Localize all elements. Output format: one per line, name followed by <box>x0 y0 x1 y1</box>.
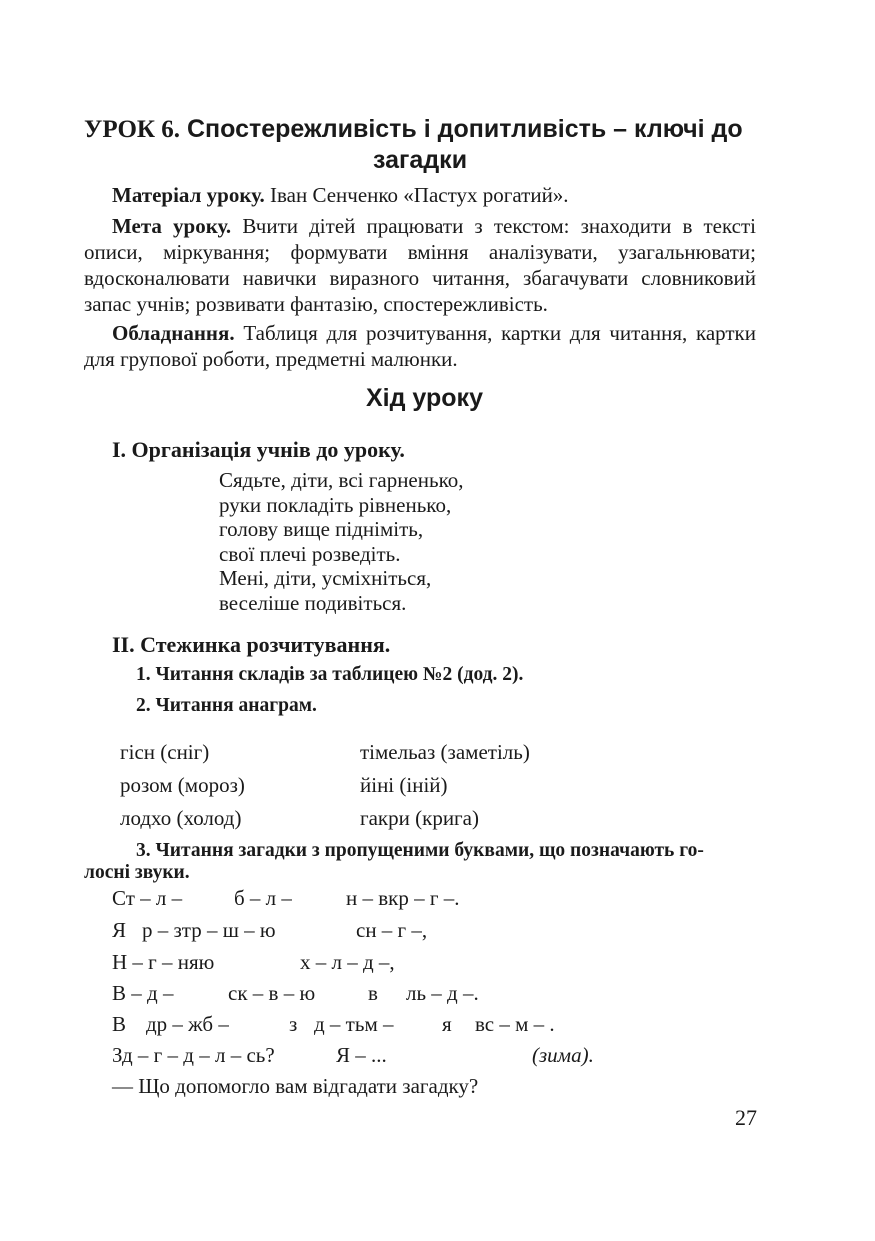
anagram-left: розом (мороз) <box>120 773 245 797</box>
page-number: 27 <box>735 1105 757 1130</box>
poem-line: Сядьте, діти, всі гарненько, <box>219 468 464 492</box>
riddle-word: В – д – <box>112 981 174 1005</box>
material-label: Матеріал уроку. <box>112 183 265 207</box>
anagram-left: лодхо (холод) <box>120 806 242 830</box>
lesson-title-line2: загадки <box>373 146 468 174</box>
poem-line: веселіше подивіться. <box>219 590 407 615</box>
section2-heading: ІІ. Стежинка розчитування. <box>112 632 391 657</box>
closing-question: — Що допомогло вам відгадати загадку? <box>112 1074 479 1098</box>
poem <box>219 468 463 615</box>
lesson-number: УРОК 6. <box>84 116 181 143</box>
riddle-word: Н – г – няю <box>112 950 215 974</box>
riddle-word: я <box>442 1012 452 1036</box>
equipment-text: Таблиця для розчитування, картки для читання, картки для групової роботи, предметні малюнки. <box>84 321 756 371</box>
riddle-word: Зд – г – д – л – сь? <box>112 1043 275 1067</box>
section2-item1: 1. Читання складів за таблицею №2 (дод. 2). <box>136 664 524 685</box>
section2-item3-line1: 3. Читання загадки з пропущеними буквами, що позначають го- <box>136 840 704 861</box>
poem-line: Мені, діти, усміхніться, <box>219 566 432 590</box>
goal-label: Мета уроку. <box>112 214 232 238</box>
goal-text: Вчити дітей працювати з текстом: знаходити в тексті описи, міркування; формувати вміння аналізувати, узагальнювати; вдосконалювати навички виразного читання, збагачувати словниковий запас учнів; розвивати фантазію, спостережливість. <box>84 214 757 316</box>
riddle-word: н – вкр – г –. <box>346 886 460 910</box>
riddle-word: ск – в – ю <box>228 981 316 1005</box>
riddle-word: б – л – <box>234 886 292 910</box>
riddle-word: др – жб – <box>146 1012 229 1036</box>
riddle-answer-text: (зима). <box>532 1043 594 1067</box>
section2-item2: 2. Читання анаграм. <box>136 695 317 716</box>
lesson-title-text: Спостережливість і допитливість – ключі до <box>187 115 743 143</box>
anagram-left: гісн (сніг) <box>120 740 210 764</box>
riddle-word: Ст – л – <box>112 886 183 910</box>
riddle-word: Я <box>112 918 127 942</box>
lesson-title-line1 <box>84 115 743 144</box>
anagram-right: тімельаз (заметіль) <box>360 740 530 764</box>
equipment-paragraph <box>84 320 756 372</box>
goal-paragraph <box>84 213 756 317</box>
anagram-right: гакри (крига) <box>360 806 479 830</box>
riddle-word: ль – д –. <box>406 981 479 1005</box>
riddle-word: Я – ... <box>336 1043 387 1067</box>
section2-item3-line2: лосні звуки. <box>84 862 190 883</box>
equipment-label: Обладнання. <box>112 321 235 345</box>
riddle-word: р – зтр – ш – ю <box>142 918 276 942</box>
anagram-right: йіні (іній) <box>360 773 448 797</box>
poem-line: руки покладіть рівненько, <box>219 492 452 517</box>
riddle-word: х – л – д –, <box>300 950 395 974</box>
section1-heading: І. Організація учнів до уроку. <box>112 437 405 462</box>
riddle-word: д – тьм – <box>314 1012 394 1036</box>
material-text: Іван Сенченко «Пастух рогатий». <box>270 183 569 207</box>
poem-line: свої плечі розведіть. <box>219 541 401 566</box>
riddle-word: сн – г –, <box>356 918 428 942</box>
riddle-answer <box>532 1043 594 1068</box>
riddle-word: з <box>289 1012 298 1036</box>
progress-heading: Хід уроку <box>366 384 483 412</box>
material-paragraph <box>84 182 756 208</box>
riddle-word: вс – м – . <box>475 1012 555 1036</box>
riddle-word: В <box>112 1012 127 1036</box>
poem-line: голову вище підніміть, <box>219 517 424 541</box>
riddle-word: в <box>368 981 378 1005</box>
